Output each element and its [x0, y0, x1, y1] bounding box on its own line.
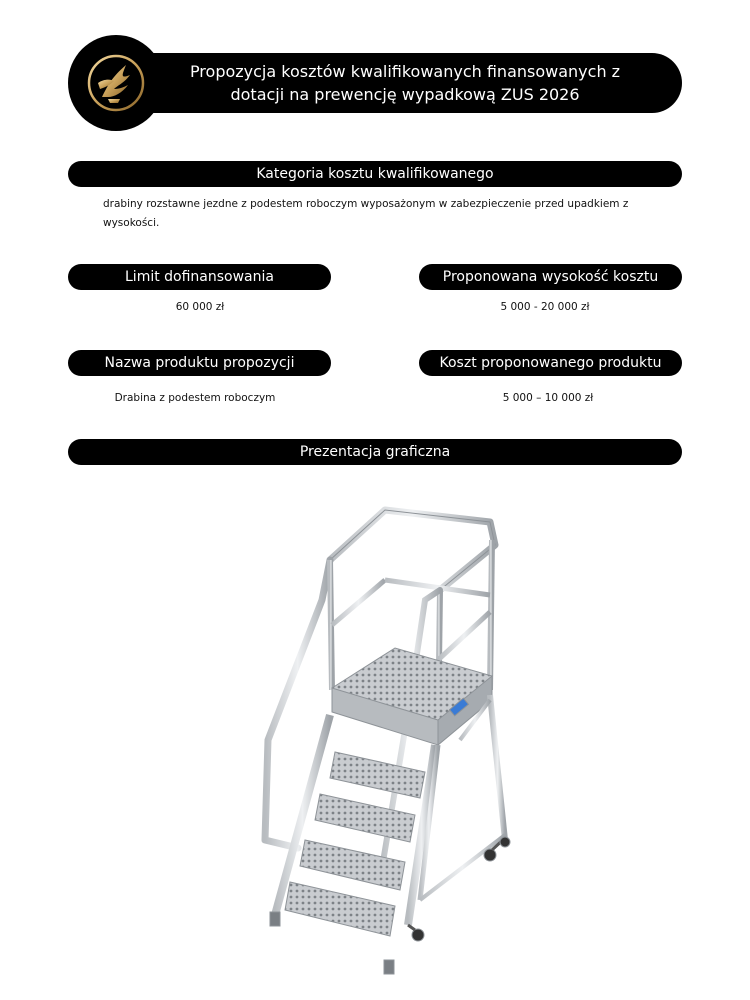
category-heading — [68, 161, 682, 187]
limit-heading-label: Limit dofinansowania — [125, 269, 274, 285]
product-name-heading-label: Nazwa produktu propozycji — [104, 355, 295, 371]
presentation-heading-label: Prezentacja graficzna — [299, 444, 451, 460]
page-title: Propozycja kosztów kwalifikowanych finansowanych z dotacji na prewencję wypadkową ZUS 2026 — [189, 62, 621, 104]
golden-eagle-emblem-icon — [68, 35, 164, 131]
category-description: drabiny rozstawne jezdne z podestem roboczym wyposażonym w zabezpieczenie przed upadkiem z wysokości. — [103, 198, 629, 229]
category-heading-label: Kategoria kosztu kwalifikowanego — [256, 166, 494, 182]
product-name-heading — [68, 350, 331, 376]
proposed-cost-value: 5 000 - 20 000 zł — [500, 301, 590, 313]
proposed-cost-heading-label: Proponowana wysokość kosztu — [442, 269, 659, 285]
limit-heading — [68, 264, 331, 290]
product-name-value: Drabina z podestem roboczym — [114, 392, 276, 404]
product-cost-heading — [419, 350, 682, 376]
presentation-heading — [68, 439, 682, 465]
logo-badge — [68, 35, 164, 131]
product-cost-value: 5 000 – 10 000 zł — [502, 392, 594, 404]
limit-value: 60 000 zł — [175, 301, 225, 313]
product-cost-heading-label: Koszt proponowanego produktu — [439, 355, 662, 371]
proposed-cost-heading — [419, 264, 682, 290]
mobile-platform-ladder-icon — [230, 495, 530, 985]
